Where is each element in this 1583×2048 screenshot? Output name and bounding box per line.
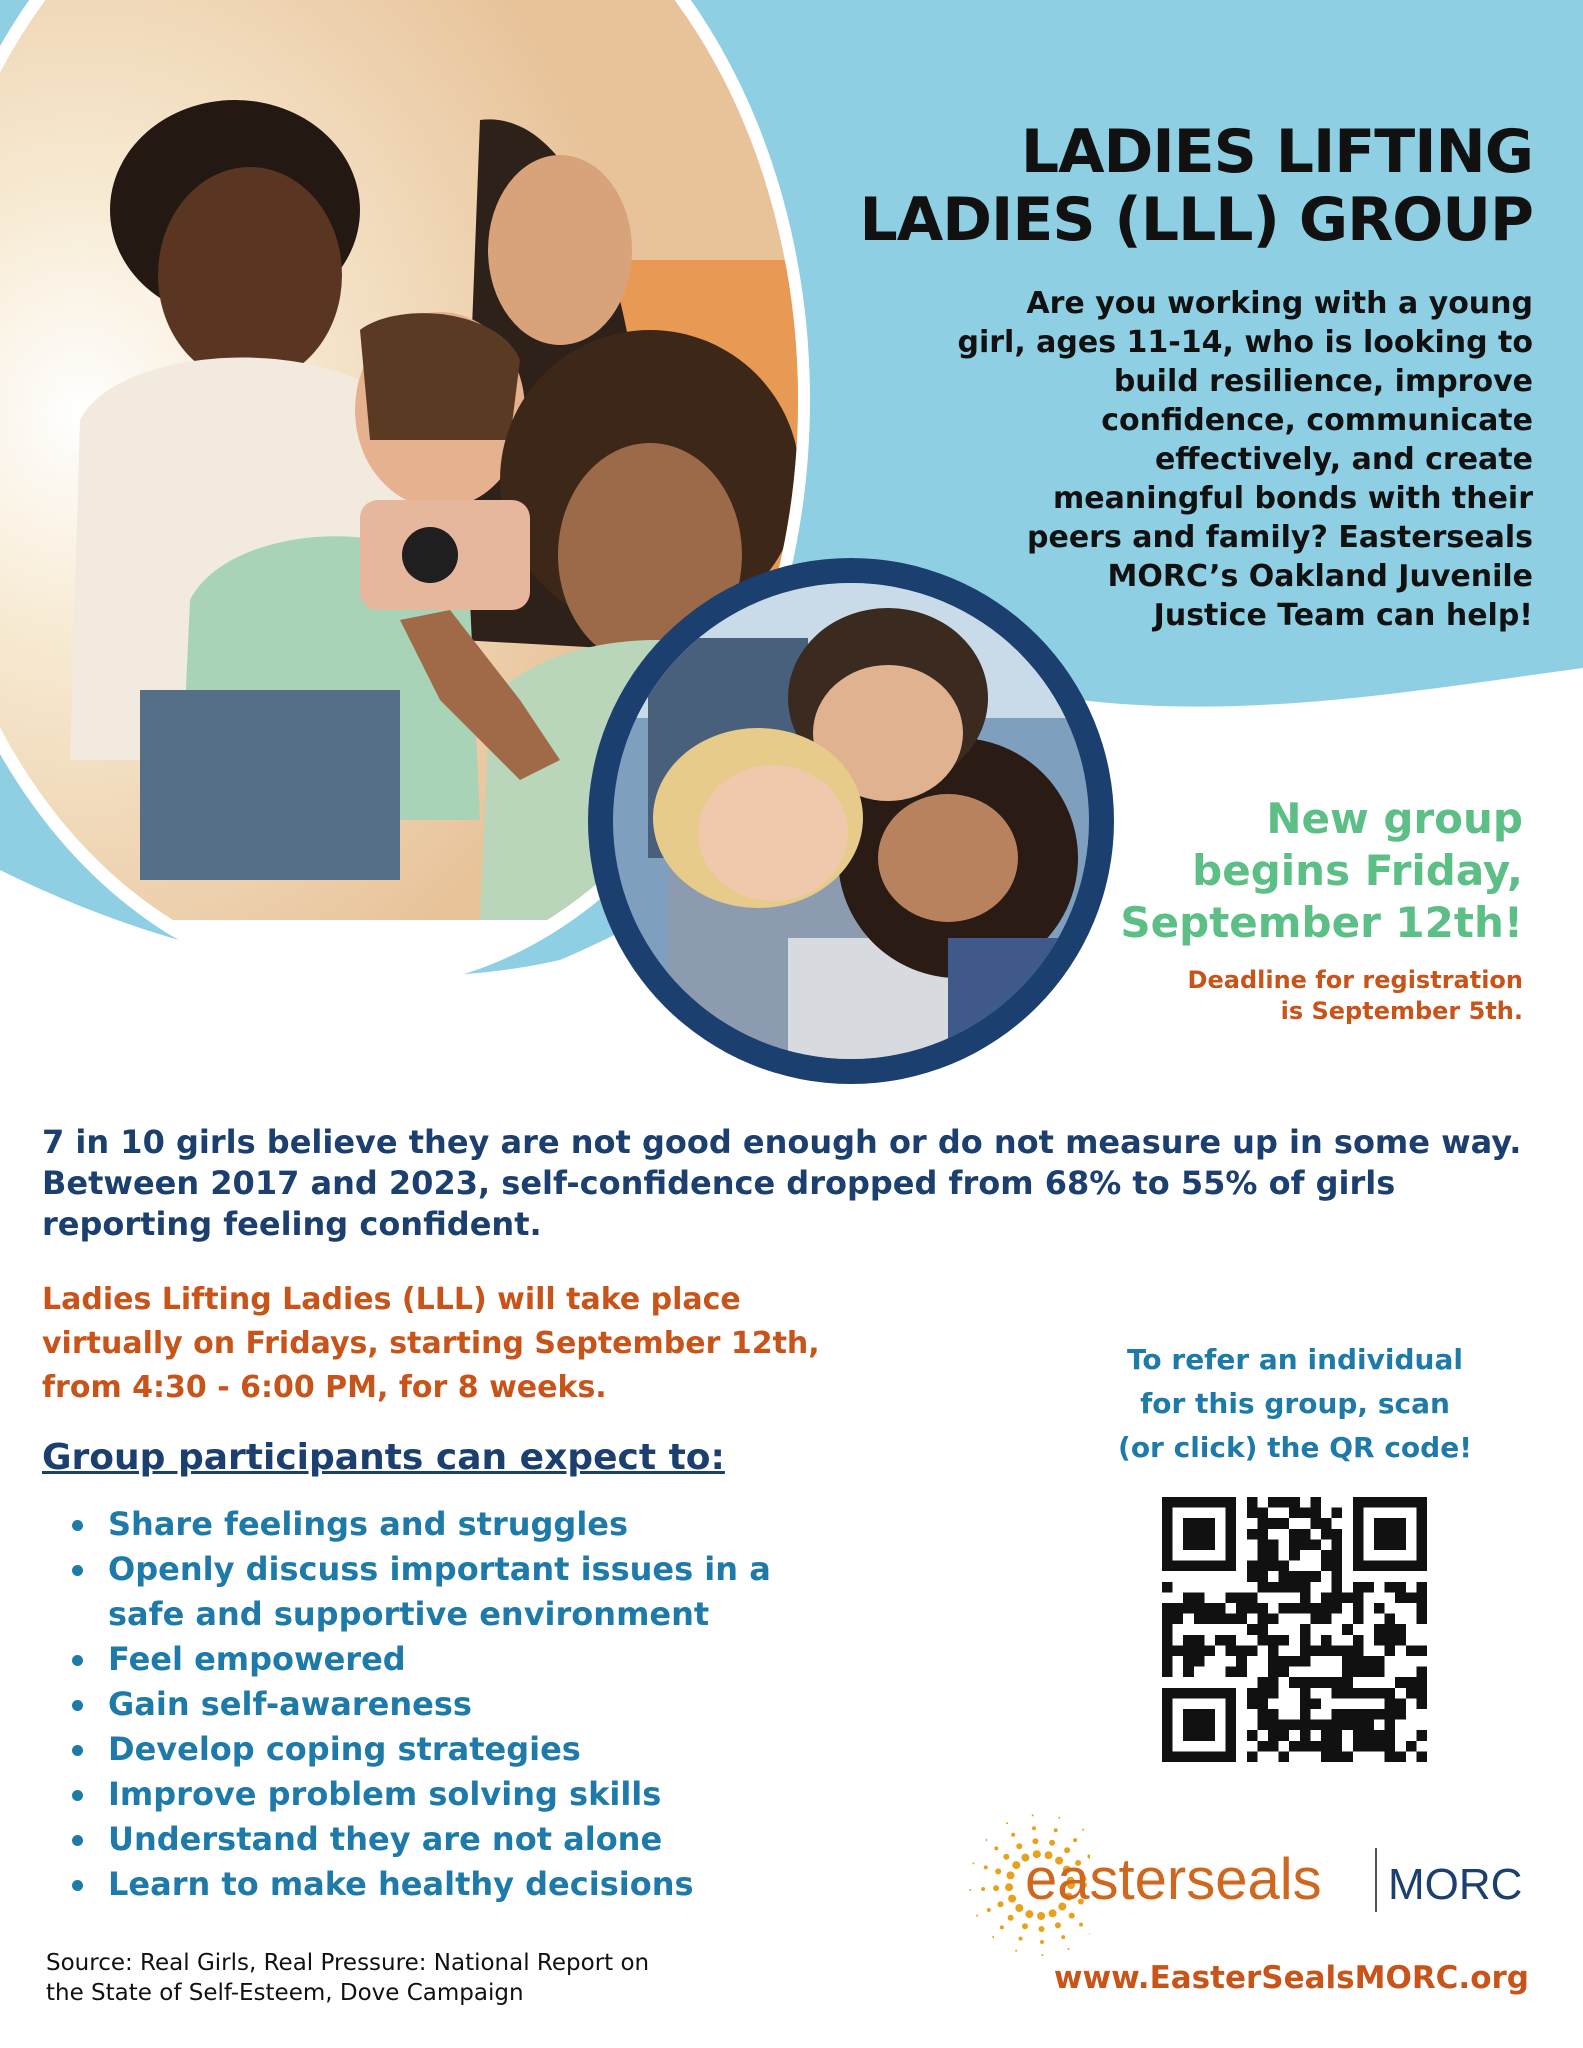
new-group-announcement (963, 793, 1523, 949)
deadline-line: Deadline for registration (1187, 966, 1523, 994)
expectation-item: Improve problem solving skills (60, 1772, 820, 1817)
title-line-1: LADIES LIFTING (1020, 117, 1533, 187)
new-group-line: September 12th! (1120, 898, 1523, 947)
stat-line: reporting feeling confident. (42, 1205, 542, 1243)
schedule-line: virtually on Fridays, starting September 12th, (42, 1326, 820, 1361)
intro-line: girl, ages 11-14, who is looking to (957, 325, 1533, 360)
intro-line: build resilience, improve (1113, 364, 1533, 399)
stat-line: Between 2017 and 2023, self-confidence dropped from 68% to 55% of girls (42, 1164, 1396, 1202)
intro-paragraph (883, 284, 1533, 635)
flyer-title (773, 118, 1533, 254)
source-line: Source: Real Girls, Real Pressure: National Report on (46, 1950, 650, 1976)
registration-deadline (1103, 965, 1523, 1027)
expectations-list (60, 1502, 820, 1907)
source-line: the State of Self-Esteem, Dove Campaign (46, 1980, 524, 2006)
schedule-line: from 4:30 - 6:00 PM, for 8 weeks. (42, 1370, 607, 1405)
new-group-line: New group (1266, 794, 1523, 843)
intro-line: confidence, communicate (1101, 403, 1533, 438)
referral-line: To refer an individual (1127, 1343, 1463, 1376)
expectation-item: Share feelings and struggles (60, 1502, 820, 1547)
intro-line: peers and family? Easterseals (1027, 520, 1533, 555)
logo-divider (1375, 1848, 1377, 1912)
expectations-heading: Group participants can expect to: (42, 1437, 725, 1478)
referral-line: for this group, scan (1140, 1387, 1450, 1420)
title-line-2: LADIES (LLL) GROUP (859, 185, 1533, 255)
intro-line: meaningful bonds with their (1053, 481, 1533, 516)
expectation-item: Understand they are not alone (60, 1817, 820, 1862)
schedule-paragraph (42, 1278, 902, 1410)
intro-line: Justice Team can help! (1153, 598, 1533, 633)
qr-code[interactable] (1162, 1497, 1427, 1762)
deadline-line: is September 5th. (1280, 997, 1523, 1025)
referral-instructions (1080, 1338, 1510, 1470)
referral-line: (or click) the QR code! (1118, 1431, 1472, 1464)
statistic-paragraph (42, 1122, 1542, 1245)
morc-logo-text: MORC (1388, 1860, 1523, 1909)
intro-line: MORC’s Oakland Juvenile (1107, 559, 1533, 594)
schedule-line: Ladies Lifting Ladies (LLL) will take place (42, 1282, 741, 1317)
intro-line: Are you working with a young (1026, 286, 1533, 321)
expectation-item: Learn to make healthy decisions (60, 1862, 820, 1907)
expectation-item: Feel empowered (60, 1637, 820, 1682)
expectation-item: Gain self-awareness (60, 1682, 820, 1727)
stat-line: 7 in 10 girls believe they are not good enough or do not measure up in some way. (42, 1123, 1522, 1161)
expectation-item: Develop coping strategies (60, 1727, 820, 1772)
intro-line: effectively, and create (1154, 442, 1533, 477)
expectation-item: Openly discuss important issues in a safe and supportive environment (60, 1547, 820, 1637)
easterseals-logo-text: easterseals (1025, 1847, 1322, 1912)
source-citation (46, 1948, 746, 2008)
new-group-line: begins Friday, (1192, 846, 1523, 895)
website-link[interactable]: www.EasterSealsMORC.org (1053, 1960, 1529, 1996)
